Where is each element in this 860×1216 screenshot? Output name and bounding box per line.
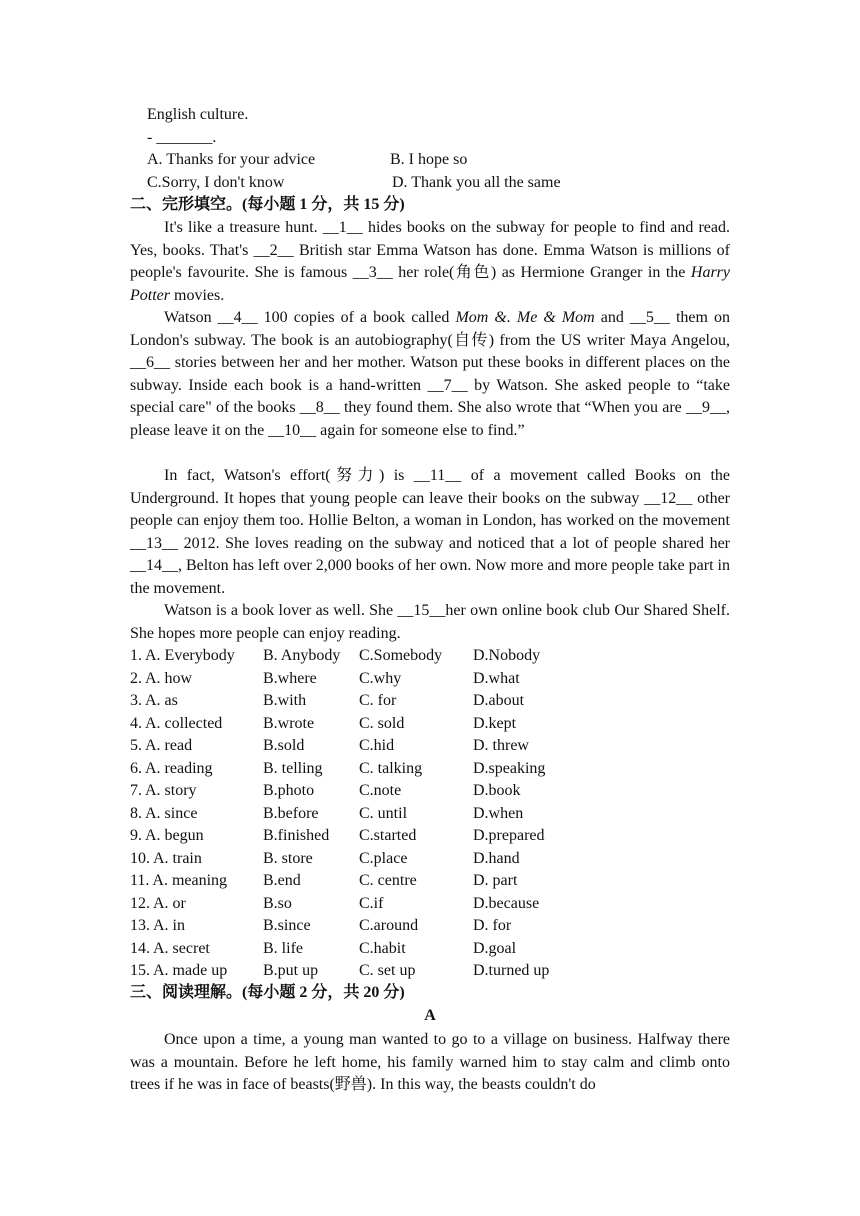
option-a: A. made up (153, 962, 228, 979)
option-d: D.hand (473, 849, 520, 867)
question-number: 2. (130, 669, 142, 687)
option-a: A. read (145, 737, 193, 754)
option-b: B.where (263, 669, 317, 687)
question-row (130, 645, 730, 668)
option-a: A. Thanks for your advice (147, 151, 316, 168)
cloze-p3-text: In fact, Watson's effort(努力) is __11__ of a movement called Books on the Underground. It hopes that young people can leave their books on the subway __12__ other people can enjoy them too. Hollie Belton, a woman in London, has worked on the movement __13__ 2012. She loves reading on the subway and noticed that a lot of people shared her __14__, Belton has left over 2,000 books of her own. Now more and more people take part in the movement. (130, 467, 730, 597)
question-row (130, 915, 730, 938)
question-number: 12. (130, 894, 150, 912)
option-a: A. Everybody (145, 647, 235, 664)
option-a: A. secret (153, 939, 210, 957)
cloze-paragraph-2 (130, 307, 730, 442)
option-b: B. life (263, 939, 303, 957)
option-b: B.finished (263, 827, 330, 844)
cloze-paragraph-3 (130, 465, 730, 600)
option-b: B. Anybody (263, 647, 341, 664)
option-b: B. store (263, 849, 313, 867)
option-b: B. telling (263, 759, 323, 777)
question-number: 6. (130, 759, 142, 777)
option-a: A. begun (145, 827, 204, 844)
question-row (130, 938, 730, 961)
question-number: 9. (130, 827, 142, 844)
option-a: A. as (145, 692, 178, 709)
option-b: B.wrote (263, 714, 315, 732)
question-row (130, 690, 730, 713)
cloze-paragraph-1 (130, 217, 730, 307)
option-b: B.with (263, 692, 307, 709)
option-c: C.note (359, 782, 402, 799)
reading-paragraph-1 (130, 1029, 730, 1097)
option-d: D.Nobody (473, 647, 541, 664)
option-d: D. threw (473, 737, 529, 754)
option-c: C.hid (359, 737, 395, 754)
cloze-p1-text: It's like a treasure hunt. __1__ hides books on the subway for people to find and read. Yes, books. That's __2__ British star Emma Watson has done. Emma Watson is millions of people's favourite. She is famous __3__ her role(角色) as Hermione Granger in the (130, 219, 730, 281)
cloze-p1-italic: Harry Potter (130, 264, 730, 304)
question-number: 5. (130, 737, 142, 754)
question-row (130, 870, 730, 893)
question-number: 4. (130, 714, 142, 732)
option-c: C.Sorry, I don't know (147, 174, 285, 191)
option-a: A. collected (145, 714, 223, 732)
option-d: D.prepared (473, 827, 545, 844)
option-d: D.kept (473, 714, 517, 732)
question-row (130, 758, 730, 781)
option-d: D. Thank you all the same (392, 174, 561, 191)
question-number: 10. (130, 849, 150, 867)
option-d: D.what (473, 669, 520, 687)
question-number: 15. (130, 962, 150, 979)
option-b: B. I hope so (390, 151, 468, 168)
option-b: B.since (263, 917, 311, 934)
option-c: C.around (359, 917, 419, 934)
option-b: B.before (263, 804, 319, 822)
question-number: 8. (130, 804, 142, 822)
option-c: C.why (359, 669, 402, 687)
question-row (130, 735, 730, 758)
option-c: C. sold (359, 714, 405, 732)
option-b: B.so (263, 894, 292, 912)
question-number: 13. (130, 917, 150, 934)
answer-blank: - _______. (147, 129, 217, 146)
question-number: 11. (130, 872, 150, 889)
option-b: B.photo (263, 782, 315, 799)
option-c: C.if (359, 894, 384, 912)
option-c: C. centre (359, 872, 417, 889)
cloze-p2-rest: and __5__ them on London's subway. The book is an autobiography(自传) from the US writer Maya Angelou, __6__ stories between her and her mother. Watson put these books in different places on the subway. Inside each book is a hand-written __7__ by Watson. She asked people to “take special care" of the books __8__ they found them. She also wrote that “When you are __9__, please leave it on the __10__ again for someone else to find.” (130, 309, 730, 439)
option-c: C.Somebody (359, 647, 443, 664)
option-b: B.end (263, 872, 301, 889)
option-b: B.sold (263, 737, 305, 754)
option-c: C. talking (359, 759, 423, 777)
option-c: C. for (359, 692, 397, 709)
cloze-p2-italic: Mom &. Me & Mom (455, 309, 595, 326)
option-d: D.turned up (473, 962, 550, 979)
option-a: A. since (145, 804, 198, 822)
cloze-p4-text: Watson is a book lover as well. She __15__her own online book club Our Shared Shelf. She hopes more people can enjoy reading. (130, 602, 730, 642)
option-a: A. or (153, 894, 186, 912)
option-c: C. until (359, 804, 408, 822)
option-d: D.when (473, 804, 524, 822)
option-c: C.habit (359, 939, 406, 957)
cloze-paragraph-4 (130, 600, 730, 645)
option-d: D.book (473, 782, 521, 799)
question-number: 1. (130, 647, 142, 664)
option-d: D. for (473, 917, 512, 934)
passage-label: A (424, 1007, 436, 1024)
cloze-p1-end: movies. (170, 286, 225, 304)
question-row (130, 893, 730, 916)
option-a: A. train (153, 849, 202, 867)
option-a: A. meaning (152, 872, 228, 889)
section3-heading: 三、阅读理解。(每小题 2 分，共 20 分) (130, 984, 405, 1001)
option-d: D. part (473, 872, 518, 889)
option-c: C.started (359, 827, 417, 844)
option-c: C.place (359, 849, 408, 867)
reading-p1-text: Once upon a time, a young man wanted to go to a village on business. Halfway there was a mountain. Before he left home, his family warned him to stay calm and climb onto trees if he was in face of beasts(野兽). In this way, the beasts couldn't do (130, 1031, 730, 1093)
option-b: B.put up (263, 962, 319, 979)
option-c: C. set up (359, 962, 416, 979)
question-row (130, 780, 730, 803)
question-row (130, 713, 730, 736)
cloze-p2-start: Watson __4__ 100 copies of a book called (164, 309, 456, 326)
question-number: 14. (130, 939, 150, 957)
question-row (130, 668, 730, 691)
option-d: D.goal (473, 939, 517, 957)
option-a: A. reading (145, 759, 213, 777)
section2-heading: 二、完形填空。(每小题 1 分，共 15 分) (130, 196, 405, 213)
stem-tail: English culture. (147, 106, 249, 123)
question-row (130, 803, 730, 826)
option-a: A. story (145, 782, 197, 799)
question-row (130, 848, 730, 871)
question-row (130, 960, 730, 983)
option-d: D.about (473, 692, 525, 709)
option-d: D.because (473, 894, 540, 912)
question-number: 3. (130, 692, 142, 709)
option-a: A. how (145, 669, 193, 687)
question-row (130, 825, 730, 848)
option-a: A. in (153, 917, 185, 934)
option-d: D.speaking (473, 759, 546, 777)
question-number: 7. (130, 782, 142, 799)
